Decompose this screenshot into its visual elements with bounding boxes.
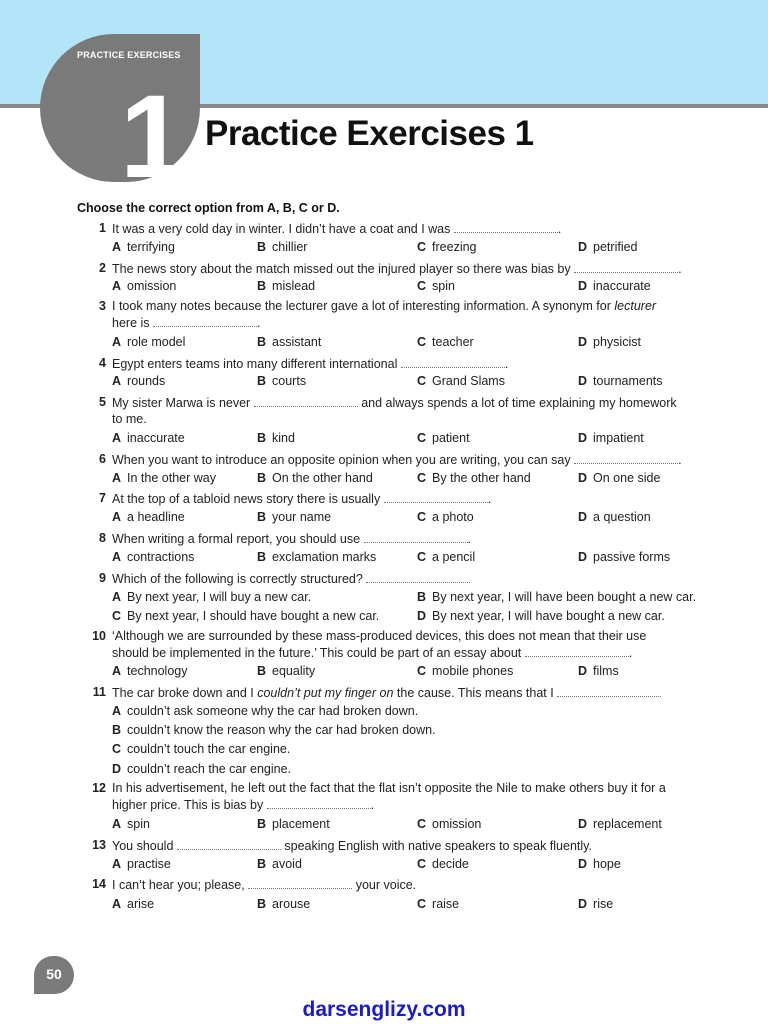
answer-blank[interactable] (454, 220, 558, 233)
option-c[interactable]: C a photo (417, 510, 474, 524)
option-a[interactable]: A terrifying (112, 240, 175, 254)
option-b[interactable]: B assistant (257, 335, 322, 349)
option-d[interactable]: D hope (578, 857, 621, 871)
option-d[interactable]: D petrified (578, 240, 638, 254)
option-a[interactable]: A By next year, I will buy a new car. (112, 590, 312, 604)
answer-blank[interactable] (557, 684, 661, 697)
option-c[interactable]: C By the other hand (417, 471, 531, 485)
option-a[interactable]: A role model (112, 335, 186, 349)
question-8: 8 When writing a formal report, you should use . (99, 531, 472, 546)
option-b[interactable]: B placement (257, 817, 330, 831)
option-a[interactable]: A arise (112, 897, 155, 911)
option-c[interactable]: C teacher (417, 335, 474, 349)
option-c[interactable]: C patient (417, 431, 470, 445)
option-b[interactable]: B your name (257, 510, 332, 524)
question-3: 3 I took many notes because the lecturer gave a lot of interesting information. A synonym for lecturer here is . (99, 299, 657, 330)
option-b[interactable]: B avoid (257, 857, 302, 871)
option-b[interactable]: B kind (257, 431, 295, 445)
question-1: 1 It was a very cold day in winter. I didn’t have a coat and I was . (99, 221, 562, 236)
question-11: 11 The car broke down and I couldn’t put my finger on the cause. This means that I (112, 684, 712, 701)
question-2: 2 The news story about the match missed out the injured player so there was bias by . (99, 261, 682, 276)
option-a[interactable]: A technology (112, 664, 188, 678)
option-b[interactable]: B On the other hand (257, 471, 373, 485)
option-a[interactable]: A In the other way (112, 471, 216, 485)
option-c[interactable]: C Grand Slams (417, 374, 505, 388)
question-5: 5 My sister Marwa is never and always spends a lot of time explaining my homework to me. (99, 395, 677, 426)
option-b[interactable]: B courts (257, 374, 307, 388)
question-10: 10 ‘Although we are surrounded by these mass-produced devices, this does not mean that their use should be implemented in the future.’ This could be part of an essay about . (92, 629, 647, 660)
option-a[interactable]: A practise (112, 857, 171, 871)
option-a[interactable]: A spin (112, 817, 150, 831)
option-d[interactable]: D films (578, 664, 619, 678)
option-c[interactable]: C a pencil (417, 550, 476, 564)
option-d[interactable]: D rise (578, 897, 614, 911)
question-12: 12 In his advertisement, he left out the fact that the flat isn’t opposite the Nile to make others buy it for a higher price. This is bias by . (92, 781, 666, 812)
option-c[interactable]: C By next year, I should have bought a new car. (112, 609, 380, 623)
chapter-number: 1 (120, 71, 186, 203)
answer-blank[interactable] (574, 451, 678, 464)
option-d[interactable]: D By next year, I will have bought a new car. (417, 609, 665, 623)
option-b[interactable]: B equality (257, 664, 316, 678)
option-b[interactable]: B couldn’t know the reason why the car had broken down. (112, 723, 436, 737)
answer-blank[interactable] (177, 837, 281, 850)
question-4: 4 Egypt enters teams into many different international . (99, 356, 509, 371)
option-c[interactable]: C omission (417, 817, 482, 831)
option-b[interactable]: B mislead (257, 279, 316, 293)
option-a[interactable]: A inaccurate (112, 431, 185, 445)
page-number-badge (34, 956, 74, 994)
answer-blank[interactable] (254, 394, 358, 407)
answer-blank[interactable] (248, 876, 352, 889)
question-13: 13 You should speaking English with native speakers to speak fluently. (92, 838, 592, 853)
option-b[interactable]: B chillier (257, 240, 308, 254)
option-b[interactable]: B By next year, I will have been bought a new car. (417, 590, 697, 604)
answer-blank[interactable] (364, 530, 468, 543)
option-a[interactable]: A contractions (112, 550, 195, 564)
option-c[interactable]: C decide (417, 857, 469, 871)
question-9: 9 Which of the following is correctly structured? (112, 570, 712, 587)
question-6: 6 When you want to introduce an opposite opinion when you are writing, you can say . (99, 452, 682, 467)
option-c[interactable]: C freezing (417, 240, 477, 254)
badge-label: PRACTICE EXERCISES (77, 50, 181, 60)
option-d[interactable]: D replacement (578, 817, 662, 831)
option-a[interactable]: A a headline (112, 510, 185, 524)
option-c[interactable]: C raise (417, 897, 460, 911)
option-d[interactable]: D passive forms (578, 550, 671, 564)
page-title: Practice Exercises 1 (205, 114, 534, 153)
option-d[interactable]: D On one side (578, 471, 661, 485)
option-d[interactable]: D tournaments (578, 374, 663, 388)
option-d[interactable]: D couldn’t reach the car engine. (112, 762, 292, 776)
footer-watermark: darsenglizy.com (302, 998, 466, 1021)
option-c[interactable]: C spin (417, 279, 455, 293)
answer-blank[interactable] (525, 644, 629, 657)
option-d[interactable]: D physicist (578, 335, 641, 349)
option-a[interactable]: A couldn’t ask someone why the car had broken down. (112, 704, 419, 718)
option-a[interactable]: A rounds (112, 374, 166, 388)
option-a[interactable]: A omission (112, 279, 177, 293)
option-d[interactable]: D inaccurate (578, 279, 651, 293)
answer-blank[interactable] (366, 570, 470, 583)
option-c[interactable]: C mobile phones (417, 664, 514, 678)
option-b[interactable]: B arouse (257, 897, 311, 911)
answer-blank[interactable] (401, 355, 505, 368)
answer-blank[interactable] (574, 260, 678, 273)
option-d[interactable]: D impatient (578, 431, 644, 445)
option-b[interactable]: B exclamation marks (257, 550, 377, 564)
page-number: 50 (46, 966, 62, 982)
answer-blank[interactable] (267, 796, 371, 809)
instruction: Choose the correct option from A, B, C or D. (77, 201, 340, 215)
question-14: 14 I can’t hear you; please, your voice. (92, 877, 417, 892)
answer-blank[interactable] (153, 314, 257, 327)
answer-blank[interactable] (384, 490, 488, 503)
question-7: 7 At the top of a tabloid news story there is usually . (99, 491, 492, 506)
option-c[interactable]: C couldn’t touch the car engine. (112, 742, 291, 756)
option-d[interactable]: D a question (578, 510, 651, 524)
